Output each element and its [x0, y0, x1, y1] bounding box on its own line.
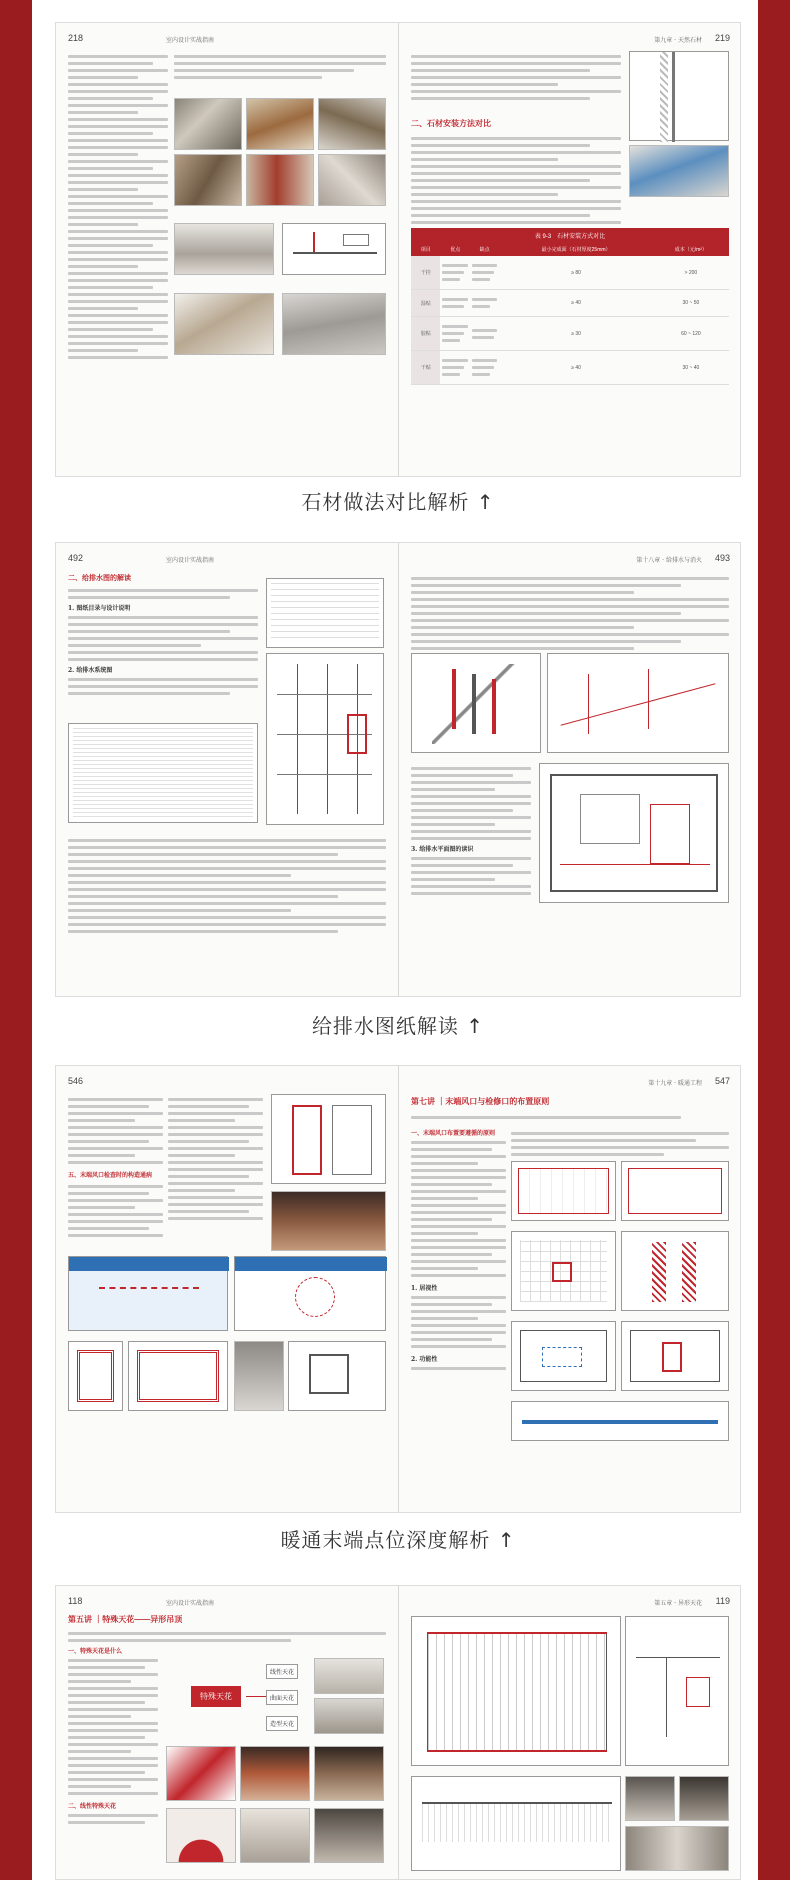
- left-page: [56, 23, 399, 476]
- cost-cell: 60 ~ 120: [653, 317, 729, 351]
- text-block: [174, 51, 386, 83]
- completion-cell: ≥ 40: [499, 351, 652, 385]
- subheading: 2. 功能性: [411, 1356, 438, 1363]
- running-head: 第九章 · 天然石材: [654, 37, 702, 44]
- book-spread-hvac: [55, 1065, 741, 1513]
- table-row: [411, 290, 729, 317]
- ceiling-section-drawing: [625, 1616, 729, 1766]
- duct-diagram-blue: [68, 1256, 228, 1331]
- photo-worker-2: [246, 154, 314, 206]
- table-row: [411, 256, 729, 290]
- book-spread-plumbing: [55, 542, 741, 997]
- ceiling-grid-a: [511, 1231, 616, 1311]
- text-column: [411, 1128, 506, 1374]
- right-page: [399, 543, 741, 996]
- running-head: 室内设计实战指南: [166, 1600, 215, 1607]
- air-vent-section: [271, 1094, 386, 1184]
- photo-interior-red: [240, 1746, 310, 1801]
- text-block: [411, 763, 531, 899]
- section-heading: 二、给排水图的解读: [68, 575, 131, 582]
- photo-slab: [318, 154, 386, 206]
- left-page: [56, 1586, 399, 1879]
- section-heading: 二、石材安装方法对比: [411, 119, 491, 128]
- drawing-index-table: [266, 578, 384, 648]
- page-number: 492: [68, 553, 84, 563]
- photo-interior-wood: [314, 1746, 384, 1801]
- vent-detail: [288, 1341, 386, 1411]
- text-column: [68, 1094, 163, 1241]
- page-number: 218: [68, 33, 84, 43]
- text-column: [68, 51, 168, 363]
- completion-cell: ≥ 30: [499, 317, 652, 351]
- completion-cell: ≥ 40: [499, 290, 652, 317]
- stone-comparison-table: [411, 228, 729, 385]
- table-row: [411, 317, 729, 351]
- section-heading: 五、末端风口检查时的构造通病: [68, 1173, 153, 1179]
- table-header: 最小完成面（石材厚度25mm）: [499, 243, 652, 256]
- photo-crack: [282, 293, 386, 355]
- spread-caption: 石材做法对比解析 ↑: [301, 490, 495, 514]
- cost-cell: 30 ~ 50: [653, 290, 729, 317]
- section-drawing: [282, 223, 386, 275]
- right-page: [399, 23, 741, 476]
- section-heading: 二、线性特殊天花: [68, 1804, 117, 1810]
- spread-caption: 给排水图纸解读 ↑: [311, 1014, 485, 1038]
- page-number: 118: [68, 1596, 83, 1606]
- text-column: [68, 1646, 158, 1828]
- cost-cell: 30 ~ 40: [653, 351, 729, 385]
- table-header: 成本（元/m²）: [653, 243, 729, 256]
- page-number: 547: [714, 1076, 730, 1086]
- photo-linear-ceiling: [314, 1658, 384, 1694]
- ceiling-grid-b: [621, 1231, 729, 1311]
- method-cell: 湿贴: [411, 290, 440, 317]
- pipe-isometric-diagram: [547, 653, 729, 753]
- table-title: 表 9-3 石材安装方式对比: [411, 228, 729, 243]
- spread-caption: 暖通末端点位深度解析 ↑: [280, 1528, 516, 1552]
- photo-column-stone: [174, 293, 274, 355]
- text-column: [168, 1094, 263, 1224]
- mindmap-connector: [246, 1696, 266, 1697]
- photo-ceiling-detail: [240, 1808, 310, 1863]
- method-cell: 胶粘: [411, 317, 440, 351]
- book-spread-stone: [55, 22, 741, 477]
- photo-floor: [318, 98, 386, 150]
- photo-wall-panel: [174, 223, 274, 275]
- running-head: 第十八章 · 给排水与消火: [636, 557, 702, 564]
- text-block: [411, 573, 729, 654]
- pipe-3d-diagram: [411, 653, 541, 753]
- subheading: 1. 图纸目录与设计说明: [68, 605, 131, 612]
- left-page: [56, 1066, 399, 1512]
- page-number: 493: [714, 553, 730, 563]
- table-header: 优点: [440, 243, 469, 256]
- table-row: [411, 351, 729, 385]
- vent-plan-b: [128, 1341, 228, 1411]
- method-cell: 干贴: [411, 351, 440, 385]
- photo-stone-install: [174, 98, 242, 150]
- mindmap-node: 线性天花: [266, 1664, 298, 1679]
- ceiling-elevation: [411, 1776, 621, 1871]
- ceiling-plan-drawing: [411, 1616, 621, 1766]
- running-head: 第五章 · 异形天花: [654, 1600, 702, 1607]
- vent-plan-a: [68, 1341, 123, 1411]
- photo-worker: [246, 98, 314, 150]
- vent-layout-b: [621, 1161, 729, 1221]
- running-head: 室内设计实战指南: [166, 557, 215, 564]
- text-block: [68, 1628, 386, 1646]
- method-cell: 干挂: [411, 256, 440, 290]
- mindmap-root: 特殊天花: [191, 1686, 241, 1707]
- text-block: [411, 51, 621, 104]
- section-heading: 一、末端风口布置要遵循的原则: [411, 1131, 496, 1137]
- page-number: 219: [714, 33, 730, 43]
- text-block: [511, 1128, 729, 1160]
- book-spread-ceiling: [55, 1585, 741, 1880]
- plumbing-system-diagram: [266, 653, 384, 825]
- mindmap-node: 造型天花: [266, 1716, 298, 1731]
- curved-ceiling-model: [166, 1808, 236, 1863]
- plumbing-floor-plan: [539, 763, 729, 903]
- vent-plan-d: [621, 1321, 729, 1391]
- photo-ceiling-structure: [625, 1826, 729, 1871]
- running-head: 第十九章 · 暖通工程: [648, 1080, 702, 1087]
- mindmap-node: 曲面天花: [266, 1690, 298, 1705]
- photo-curved-ceiling: [314, 1698, 384, 1734]
- cost-cell: > 200: [653, 256, 729, 290]
- subheading: 2. 给排水系统图: [68, 667, 113, 674]
- design-notes-sheet: [68, 723, 258, 823]
- photo-glue-install: [629, 145, 729, 197]
- duct-section-2: [234, 1256, 386, 1331]
- right-page: [399, 1066, 741, 1512]
- lecture-title: 第七讲 ｜末端风口与检修口的布置原则: [411, 1097, 550, 1106]
- completion-cell: ≥ 80: [499, 256, 652, 290]
- text-block: [411, 133, 621, 235]
- running-head: 室内设计实战指南: [166, 37, 215, 44]
- wall-section-drawing: [629, 51, 729, 141]
- text-block: [68, 835, 386, 937]
- lecture-title: 第五讲 ｜特殊天花——异形吊顶: [68, 1615, 183, 1624]
- section-heading: 一、特殊天花是什么: [68, 1649, 123, 1655]
- table-header: 缺点: [470, 243, 499, 256]
- photo-ceiling-site-2: [679, 1776, 729, 1821]
- photo-ceiling-vent: [234, 1341, 284, 1411]
- text-block: [411, 1112, 729, 1123]
- photo-mortar: [174, 154, 242, 206]
- vent-plan-c: [511, 1321, 616, 1391]
- subheading: 3. 给排水平面图的读识: [411, 846, 474, 853]
- folded-ceiling-model: [166, 1746, 236, 1801]
- photo-atrium: [314, 1808, 384, 1863]
- left-page: [56, 543, 399, 996]
- table-header: 项目: [411, 243, 440, 256]
- page-number: 119: [715, 1596, 730, 1606]
- text-block: [68, 585, 258, 699]
- subheading: 1. 居视性: [411, 1285, 438, 1292]
- airflow-diagram: [511, 1401, 729, 1441]
- right-page: [399, 1586, 741, 1879]
- page-number: 546: [68, 1076, 84, 1086]
- vent-layout-a: [511, 1161, 616, 1221]
- photo-hvac-room: [271, 1191, 386, 1251]
- photo-ceiling-site: [625, 1776, 675, 1821]
